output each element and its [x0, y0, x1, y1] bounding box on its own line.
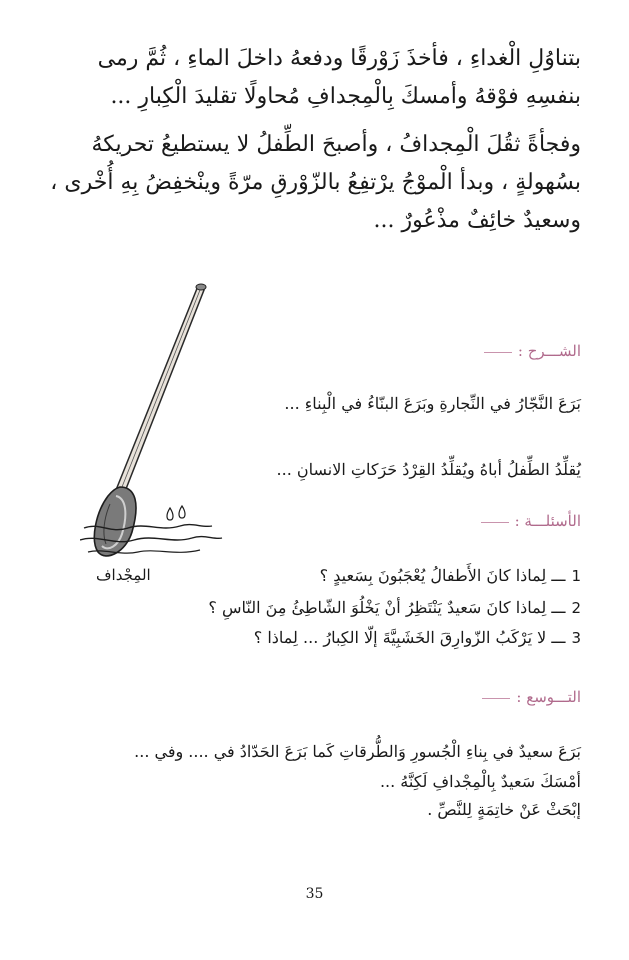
- page-number: 35: [305, 886, 324, 902]
- story-paragraph-2: وفجأةً ثقُلَ الْمِجدافُ ، وأصبحَ الطِّفلُ لا يستطيعُ تحريكهُ بسُهولةٍ ، وبدأ الْموْجُ يرْتفِعُ بالزّوْرقِ مرّةً وينْخفِضُ بِهِ أُخْرى ، وسعيدٌ خائِفٌ مذْعُورٌ ...: [50, 132, 581, 233]
- question-3: [254, 626, 581, 650]
- question-2: [208, 596, 581, 620]
- tawassu-line-2: أمْسَكَ سَعيدٌ بِالْمِجْدافِ لَكِنَّهُ ...: [379, 772, 581, 791]
- question-text: ـــ لِماذا كانَ سَعيدٌ يَنْتَظِرُ أنْ يَخْلُوَ الشّاطِئُ مِنَ النّاسِ ؟: [208, 598, 566, 617]
- oar-illustration-icon: [80, 282, 230, 572]
- questions-title: الأسئلـــة :: [481, 512, 581, 530]
- oar-label: المِجْداف: [96, 566, 151, 584]
- question-number: 2: [571, 599, 581, 617]
- question-text: ـــ لا يَرْكَبُ الزّوارِقَ الخَشَبِيَّةَ إلّا الكِبارُ ... لِماذا ؟: [253, 628, 566, 647]
- question-1: [320, 564, 581, 588]
- question-number: 3: [571, 629, 581, 647]
- tawassu-line-1: بَرَعَ سعيدٌ في بِناءِ الْجُسورِ وَالطُّرقاتِ كَما بَرَعَ الحَدّادُ في .... وفي ...: [134, 742, 581, 761]
- story-paragraph-1: بتناوُلِ الْغداءِ ، فأخذَ زَوْرقًا ودفعهُ داخلَ الماءِ ، ثُمَّ رمى بنفسِهِ فوْقهُ وأمسكَ بِالْمِجدافِ مُحاولًا تقليدَ الْكِبارِ ...: [97, 46, 581, 109]
- question-number: 1: [571, 567, 581, 585]
- question-text: ـــ لِماذا كانَ الأَطفالُ يُعْجَبُونَ بِسَعيدٍ ؟: [319, 566, 566, 585]
- tawassu-line-3: إبْحَثْ عَنْ خاتِمَةٍ لِلنَّصِّ .: [427, 800, 581, 819]
- story-text: [40, 40, 581, 250]
- sharh-title: الشـــرح :: [484, 342, 581, 360]
- tawassu-title: التـــوسع :: [482, 688, 581, 706]
- sharh-line-2: يُقلِّدُ الطِّفلُ أباهُ ويُقلِّدُ القِرْدُ حَرَكاتِ الانسانِ ...: [276, 460, 581, 479]
- sharh-line-1: بَرَعَ النَّجّارُ في النِّجارةِ وبَرَعَ البنّاءُ في الْبِناءِ ...: [284, 394, 581, 413]
